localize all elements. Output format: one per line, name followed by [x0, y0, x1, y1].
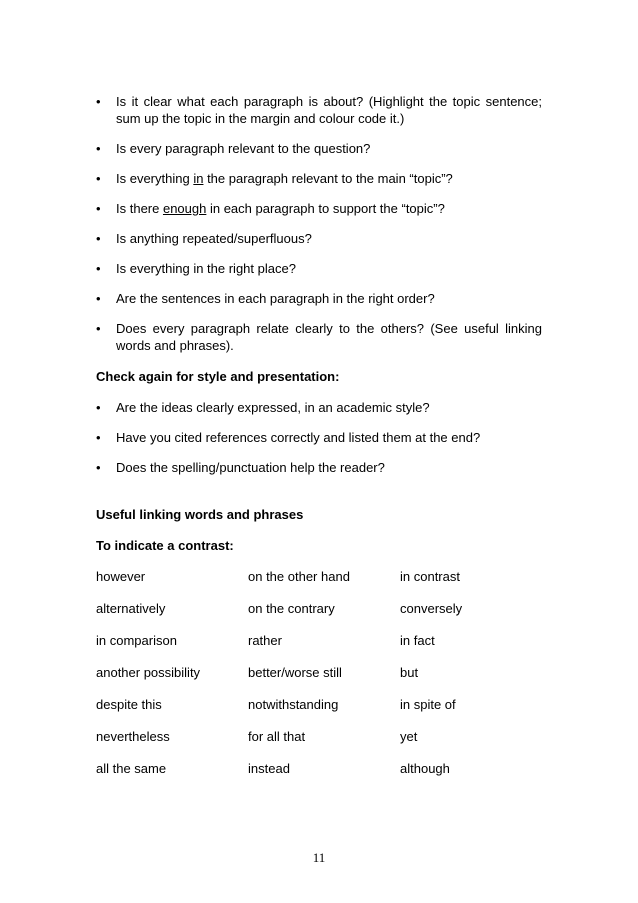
linking-word: despite this: [96, 697, 162, 712]
bullet-icon: •: [96, 231, 101, 246]
bullet-icon: •: [96, 261, 101, 276]
underlined-word: in: [193, 171, 204, 186]
bullet-text: [116, 201, 445, 216]
bullet-item: [96, 429, 542, 446]
linking-word: in contrast: [400, 569, 460, 584]
bullet-item: [96, 260, 542, 277]
document-body: [96, 93, 542, 777]
linking-word: on the other hand: [248, 569, 350, 584]
bullet-item: [96, 230, 542, 247]
style-heading: Check again for style and presentation:: [96, 369, 340, 384]
text-segment: Does the spelling/punctuation help the reader?: [116, 460, 385, 475]
text-segment: Is every paragraph relevant to the question?: [116, 141, 371, 156]
bullet-text: [116, 430, 480, 445]
bullet-icon: •: [96, 141, 101, 156]
page-number: 11: [312, 850, 326, 865]
bullet-icon: •: [96, 94, 101, 109]
bullet-text: [116, 171, 453, 186]
bullet-item: [96, 140, 542, 157]
bullet-text: [116, 231, 312, 246]
useful-linking-heading: Useful linking words and phrases: [96, 507, 304, 522]
text-segment: Is everything in the right place?: [116, 261, 296, 276]
text-segment: Is anything repeated/superfluous?: [116, 231, 312, 246]
text-segment: Are the ideas clearly expressed, in an academic style?: [116, 400, 430, 415]
bullet-text: [116, 261, 296, 276]
bullet-item: [96, 200, 542, 217]
contrast-words-table: [96, 568, 542, 777]
text-segment: Is it clear what each paragraph is about? (Highlight the topic sentence; sum up the topic in the margin and colour code it.): [116, 94, 542, 126]
underlined-word: enough: [162, 201, 207, 216]
text-segment: Is everything: [116, 171, 194, 186]
bullet-item: [96, 170, 542, 187]
bullet-icon: •: [96, 171, 101, 186]
linking-word: in spite of: [400, 697, 456, 712]
text-segment: the paragraph relevant to the main “topic”?: [203, 171, 453, 186]
bullet-text: [116, 94, 542, 126]
linking-word: notwithstanding: [248, 697, 339, 712]
text-segment: Are the sentences in each paragraph in the right order?: [116, 291, 435, 306]
bullet-text: [116, 460, 385, 475]
linking-word: better/worse still: [248, 665, 342, 680]
bullet-item: [96, 290, 542, 307]
linking-word: however: [96, 569, 146, 584]
text-segment: Is there: [116, 201, 163, 216]
text-segment: Have you cited references correctly and listed them at the end?: [116, 430, 481, 445]
bullet-icon: •: [96, 400, 101, 415]
bullet-icon: •: [96, 430, 101, 445]
text-segment: in each paragraph to support the “topic”?: [206, 201, 445, 216]
linking-word: yet: [400, 729, 418, 744]
linking-word: nevertheless: [96, 729, 170, 744]
linking-word: for all that: [248, 729, 306, 744]
linking-word: rather: [248, 633, 282, 648]
linking-word: another possibility: [96, 665, 201, 680]
review-questions-list: [96, 93, 542, 354]
linking-word: conversely: [400, 601, 463, 616]
bullet-icon: •: [96, 291, 101, 306]
contrast-heading: To indicate a contrast:: [96, 538, 234, 553]
bullet-icon: •: [96, 460, 101, 475]
style-questions-list: [96, 399, 542, 476]
bullet-text: [116, 141, 370, 156]
bullet-item: [96, 399, 542, 416]
bullet-icon: •: [96, 201, 101, 216]
bullet-item: [96, 93, 542, 127]
linking-word: but: [400, 665, 419, 680]
bullet-icon: •: [96, 321, 101, 336]
bullet-text: [116, 321, 542, 353]
bullet-text: [116, 400, 430, 415]
linking-word: although: [400, 761, 450, 776]
linking-word: instead: [248, 761, 290, 776]
bullet-item: [96, 459, 542, 476]
linking-word: all the same: [96, 761, 167, 776]
linking-word: in comparison: [96, 633, 177, 648]
bullet-text: [116, 291, 435, 306]
linking-word: in fact: [400, 633, 435, 648]
text-segment: Does every paragraph relate clearly to the others? (See useful linking words and phrases).: [116, 321, 542, 353]
linking-word: alternatively: [96, 601, 166, 616]
bullet-item: [96, 320, 542, 354]
linking-word: on the contrary: [248, 601, 335, 616]
